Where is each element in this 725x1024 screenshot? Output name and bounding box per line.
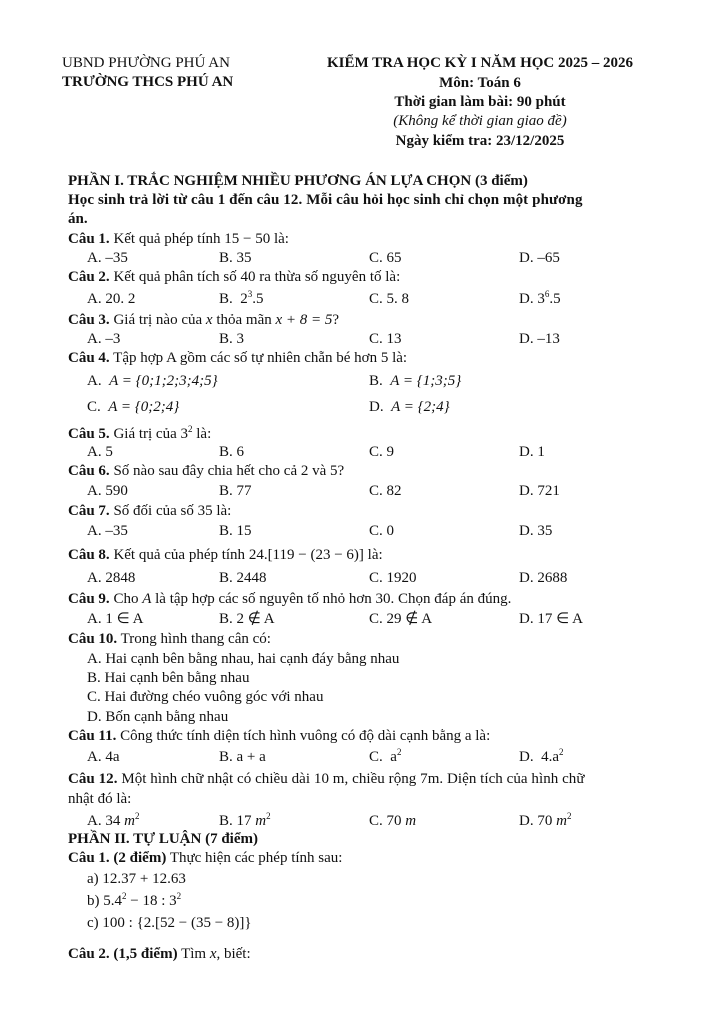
option-b: B. 35 xyxy=(219,250,252,266)
question-text-end: ? xyxy=(332,312,340,328)
option-d: D. A = {2;4} xyxy=(369,399,450,415)
option-a: A. –3 xyxy=(87,331,121,347)
question-expression: 15 − 50 xyxy=(224,231,271,247)
question-text-post: là tập hợp các số nguyên tố nhỏ hơn 30. Chọn đáp án đúng. xyxy=(155,591,512,607)
option-b: B. Hai cạnh bên bằng nhau xyxy=(87,670,250,686)
part1-title: PHẦN I. TRẮC NGHIỆM NHIỀU PHƯƠNG ÁN LỰA CHỌN (3 điểm) xyxy=(68,173,528,189)
option-b: B. 15 xyxy=(219,523,252,539)
exam-date: Ngày kiểm tra: 23/12/2025 xyxy=(395,133,565,149)
question-text: Cho xyxy=(113,591,139,607)
question-text: Giá trị của xyxy=(113,426,177,442)
question-9-options xyxy=(0,610,725,629)
option-d: D. Bốn cạnh bằng nhau xyxy=(87,709,229,725)
header-department: UBND PHƯỜNG PHÚ AN xyxy=(62,55,230,71)
question-label: Câu 1. (2 điểm) xyxy=(68,850,167,866)
option-d: D. $4.a^2$ xyxy=(519,747,564,765)
question-text: Tìm xyxy=(181,946,207,962)
option-b: B. 77 xyxy=(219,483,252,499)
question-label: Câu 12. xyxy=(68,771,118,787)
essay-question-2 xyxy=(68,945,251,963)
question-text: Một hình chữ nhật có chiều dài 10 m, chiều rộng 7m. Diện tích của hình chữ xyxy=(121,771,585,787)
option-c: C. 1920 xyxy=(369,570,417,586)
question-3 xyxy=(68,311,339,329)
option-d: D. 17 ∈ A xyxy=(519,611,583,627)
question-6-options xyxy=(0,482,725,501)
question-text: Kết quả phép tính xyxy=(113,231,221,247)
question-variable: A xyxy=(142,591,152,607)
option-c: C. $a^2$ xyxy=(369,747,402,765)
option-c: C. Hai đường chéo vuông góc với nhau xyxy=(87,689,324,705)
question-2-options xyxy=(0,290,725,309)
question-label: Câu 7. xyxy=(68,503,110,519)
question-1-options xyxy=(0,249,725,268)
question-label: Câu 1. xyxy=(68,231,110,247)
option-c: C. A = {0;2;4} xyxy=(87,399,180,415)
question-3-options xyxy=(0,330,725,349)
option-d: D. 2688 xyxy=(519,570,568,586)
option-b: B. $2^3.5$ xyxy=(219,289,264,307)
question-text: Số nào sau đây chia hết cho cả 2 và 5? xyxy=(113,463,345,479)
option-d: D. $3^6.5$ xyxy=(519,289,561,307)
part1-instruction-line1: Học sinh trả lời từ câu 1 đến câu 12. Mỗi câu hỏi học sinh chỉ chọn một phương xyxy=(68,192,583,208)
question-text-tail: là: xyxy=(367,547,383,563)
question-text: Tập hợp A gồm các số tự nhiên chẵn bé hơn 5 là: xyxy=(113,350,408,366)
question-7 xyxy=(68,502,231,520)
option-a: A. 1 ∈ A xyxy=(87,611,144,627)
option-c: C. 70 m xyxy=(369,813,417,829)
question-11-options xyxy=(0,748,725,767)
question-text-post: , biết: xyxy=(216,946,251,962)
option-b: B. 6 xyxy=(219,444,245,460)
question-equation: x + 8 = 5 xyxy=(275,312,333,328)
question-expression: 24.[119 − (23 − 6)] xyxy=(248,547,364,563)
essay-1c: c) 100 : {2.[52 − (35 − 8)]} xyxy=(87,915,252,931)
question-text-mid: thỏa mãn xyxy=(216,312,272,328)
question-label: Câu 3. xyxy=(68,312,110,328)
question-text: Thực hiện các phép tính sau: xyxy=(169,850,343,866)
question-exponent: 2 xyxy=(188,424,193,434)
question-text: Số đối của số 35 là: xyxy=(113,503,232,519)
option-c: C. 65 xyxy=(369,250,402,266)
question-variable: x xyxy=(209,946,217,962)
question-11 xyxy=(68,727,490,745)
question-text-tail: là: xyxy=(196,426,212,442)
exam-title: KIỂM TRA HỌC KỲ I NĂM HỌC 2025 – 2026 xyxy=(327,55,633,71)
question-8-options xyxy=(0,569,725,588)
question-9 xyxy=(68,590,511,608)
question-label: Câu 2. (1,5 điểm) xyxy=(68,946,178,962)
essay-1a: a) 12.37 + 12.63 xyxy=(87,871,186,887)
option-d: D. 1 xyxy=(519,444,545,460)
question-variable: x xyxy=(205,312,213,328)
option-a: A. Hai cạnh bên bằng nhau, hai cạnh đáy bằng nhau xyxy=(87,651,400,667)
question-4-options-cd xyxy=(0,398,725,417)
question-label: Câu 5. xyxy=(68,426,110,442)
question-5-options xyxy=(0,443,725,462)
option-b: B. 17 $m^2$ xyxy=(219,811,271,829)
header-school: TRƯỜNG THCS PHÚ AN xyxy=(62,74,234,90)
option-d: D. –65 xyxy=(519,250,560,266)
exam-duration: Thời gian làm bài: 90 phút xyxy=(394,94,566,110)
option-b: B. A = {1;3;5} xyxy=(369,373,462,389)
question-text: Kết quả phân tích số 40 ra thừa số nguyên tố là: xyxy=(113,269,401,285)
question-5 xyxy=(68,425,211,443)
essay-1b: b) $5.4^2 - 18$ : $3^2$ xyxy=(87,891,182,909)
option-b: B. 2448 xyxy=(219,570,267,586)
option-c: C. 9 xyxy=(369,444,395,460)
option-c: C. 82 xyxy=(369,483,402,499)
question-label: Câu 2. xyxy=(68,269,110,285)
question-1 xyxy=(68,230,289,248)
exam-note: (Không kể thời gian giao đề) xyxy=(393,113,567,129)
question-12-text-line2: nhật đó là: xyxy=(68,791,132,807)
option-c: C. 13 xyxy=(369,331,402,347)
question-text: Công thức tính diện tích hình vuông có độ dài cạnh bằng a là: xyxy=(120,728,491,744)
question-text: Kết quả của phép tính xyxy=(113,547,246,563)
option-a: A. 590 xyxy=(87,483,128,499)
exam-subject: Môn: Toán 6 xyxy=(439,75,521,91)
option-d: D. 35 xyxy=(519,523,553,539)
option-d: D. 721 xyxy=(519,483,560,499)
question-7-options xyxy=(0,522,725,541)
option-a: A. –35 xyxy=(87,250,128,266)
question-text: Giá trị nào của xyxy=(113,312,203,328)
option-a: A. 20. 2 xyxy=(87,291,136,307)
question-text: Trong hình thang cân có: xyxy=(120,631,271,647)
option-b: B. 3 xyxy=(219,331,245,347)
question-label: Câu 9. xyxy=(68,591,110,607)
question-label: Câu 4. xyxy=(68,350,110,366)
option-b: B. a + a xyxy=(219,749,266,765)
option-b: B. 2 ∉ A xyxy=(219,611,275,627)
question-6 xyxy=(68,462,344,480)
question-12-options xyxy=(0,812,725,831)
question-8 xyxy=(68,546,383,564)
option-d: D. 70 $m^2$ xyxy=(519,811,572,829)
option-d: D. –13 xyxy=(519,331,560,347)
option-c: C. 29 ∉ A xyxy=(369,611,433,627)
option-a: A. 2848 xyxy=(87,570,136,586)
question-4-options-ab xyxy=(0,372,725,391)
question-text-tail: là: xyxy=(273,231,289,247)
option-c: C. 5. 8 xyxy=(369,291,410,307)
option-a: A. –35 xyxy=(87,523,128,539)
option-c: C. 0 xyxy=(369,523,395,539)
part1-instruction-line2: án. xyxy=(68,211,88,227)
option-a: A. 34 $m^2$ xyxy=(87,811,140,829)
question-label: Câu 10. xyxy=(68,631,118,647)
option-a: A. A = {0;1;2;3;4;5} xyxy=(87,373,218,389)
option-a: A. 5 xyxy=(87,444,113,460)
option-a: A. 4a xyxy=(87,749,120,765)
question-2 xyxy=(68,268,400,286)
question-label: Câu 11. xyxy=(68,728,117,744)
part2-title: PHẦN II. TỰ LUẬN (7 điểm) xyxy=(68,831,258,847)
question-4 xyxy=(68,349,407,367)
question-base: 3 xyxy=(180,426,188,442)
essay-question-1 xyxy=(68,849,342,867)
question-12 xyxy=(68,770,585,788)
question-label: Câu 6. xyxy=(68,463,110,479)
question-label: Câu 8. xyxy=(68,547,110,563)
question-10 xyxy=(68,630,271,648)
